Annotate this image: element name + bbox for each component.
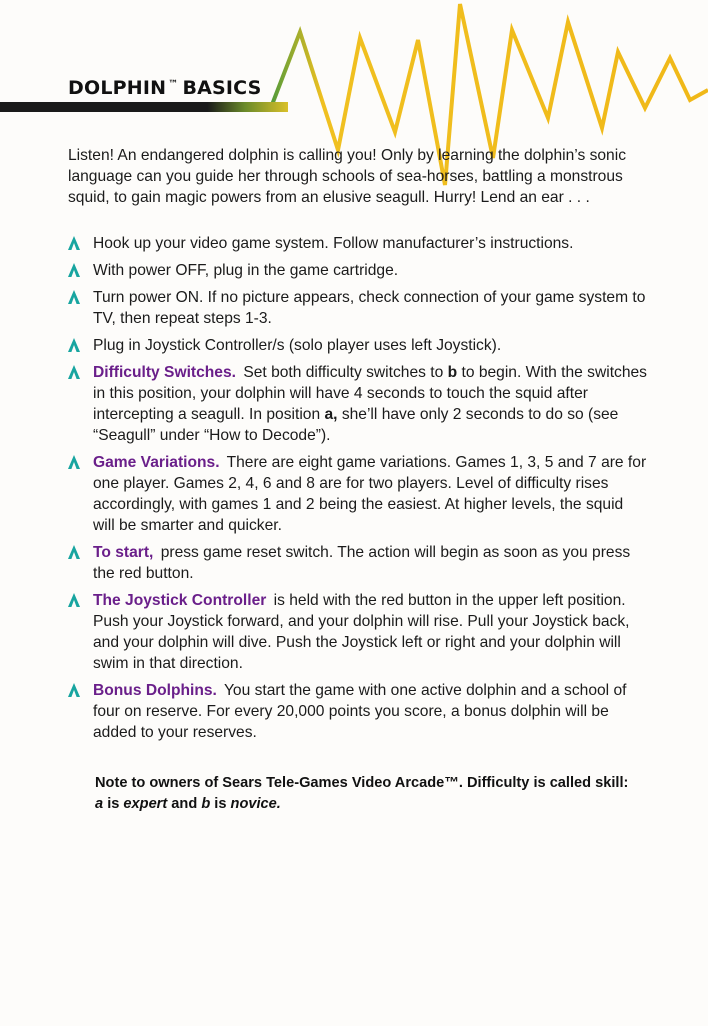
note-text-2: is [107, 796, 120, 812]
difficulty-a: a, [324, 406, 338, 423]
step-text: Plug in Joystick Controller/s (solo player uses left Joystick). [93, 337, 502, 354]
bonus-dolphins-text: You start the game with one active dolphin and a school of four on reserve. For every 20,000 points you score, a bonus dolphin will be added to your reserves. [93, 682, 627, 741]
note-text-1: Note to owners of Sears Tele-Games Video Arcade™. Difficulty is called skill: [95, 775, 629, 791]
caret-bullet-icon [68, 365, 80, 379]
caret-bullet-icon [68, 545, 80, 559]
list-item-start [68, 542, 648, 584]
joystick-controller-text: is held with the red button in the upper left position. Push your Joystick forward, and your dolphin will rise. Pull your Joystick back, and your dolphin will dive. Push the Joystick left or right and your dolphin will swim in that direction. [93, 592, 630, 672]
difficulty-switches-label: Difficulty Switches. [93, 364, 236, 381]
list-item [68, 287, 648, 329]
note-a: a [95, 796, 104, 812]
caret-bullet-icon [68, 593, 80, 607]
step-text: Hook up your video game system. Follow manufacturer’s instructions. [93, 235, 574, 252]
setup-steps-list [68, 233, 648, 749]
difficulty-text-2: to begin. With the switches in this position, your dolphin will have 4 seconds to touch the squid after intercepting a seagull. In position [93, 364, 647, 423]
note-text-4: is [214, 796, 227, 812]
caret-bullet-icon [68, 290, 80, 304]
caret-bullet-icon [68, 263, 80, 277]
list-item [68, 233, 648, 254]
bonus-dolphins-label: Bonus Dolphins. [93, 682, 217, 699]
caret-bullet-icon [68, 683, 80, 697]
heading-underline-bar [0, 102, 288, 112]
title-word-basics: BASICS [182, 77, 262, 99]
step-text: With power OFF, plug in the game cartridge. [93, 262, 399, 279]
list-item-joystick [68, 590, 648, 674]
note-expert: expert [123, 796, 168, 812]
difficulty-b: b [447, 364, 458, 381]
step-text: Turn power ON. If no picture appears, check connection of your game system to TV, then repeat steps 1-3. [93, 289, 646, 327]
caret-bullet-icon [68, 338, 80, 352]
intro-paragraph: Listen! An endangered dolphin is calling you! Only by learning the dolphin’s sonic language can you guide her through schools of sea-horses, battling a monstrous squid, to gain magic powers from an elusive seagull. Hurry! Lend an ear . . . [68, 147, 626, 206]
list-item-bonus [68, 680, 648, 743]
game-variations-label: Game Variations. [93, 454, 220, 471]
difficulty-text-3: she’ll have only 2 seconds to do so (see “Seagull” under “How to Decode”). [93, 406, 619, 444]
caret-bullet-icon [68, 455, 80, 469]
sears-note [95, 773, 635, 815]
joystick-controller-label: The Joystick Controller [93, 592, 267, 609]
list-item [68, 335, 648, 356]
title-word: DOLPHIN [68, 77, 167, 99]
note-b: b [201, 796, 211, 812]
note-novice: novice. [230, 796, 281, 812]
to-start-label: To start, [93, 544, 154, 561]
game-variations-text: There are eight game variations. Games 1, 3, 5 and 7 are for one player. Games 2, 4, 6 and 8 are for two players. Level of difficulty rises accordingly, with games 1 and 2 being the easiest. At higher levels, the squid will be smarter and quicker. [93, 454, 647, 534]
list-item [68, 260, 648, 281]
trademark-mark: ™ [168, 78, 179, 90]
caret-bullet-icon [68, 236, 80, 250]
page-title [68, 77, 262, 99]
list-item-variations [68, 452, 648, 536]
list-item-difficulty [68, 362, 648, 446]
note-text-3: and [171, 796, 198, 812]
difficulty-text-1: Set both difficulty switches to [243, 364, 444, 381]
to-start-text: press game reset switch. The action will begin as soon as you press the red button. [93, 544, 631, 582]
